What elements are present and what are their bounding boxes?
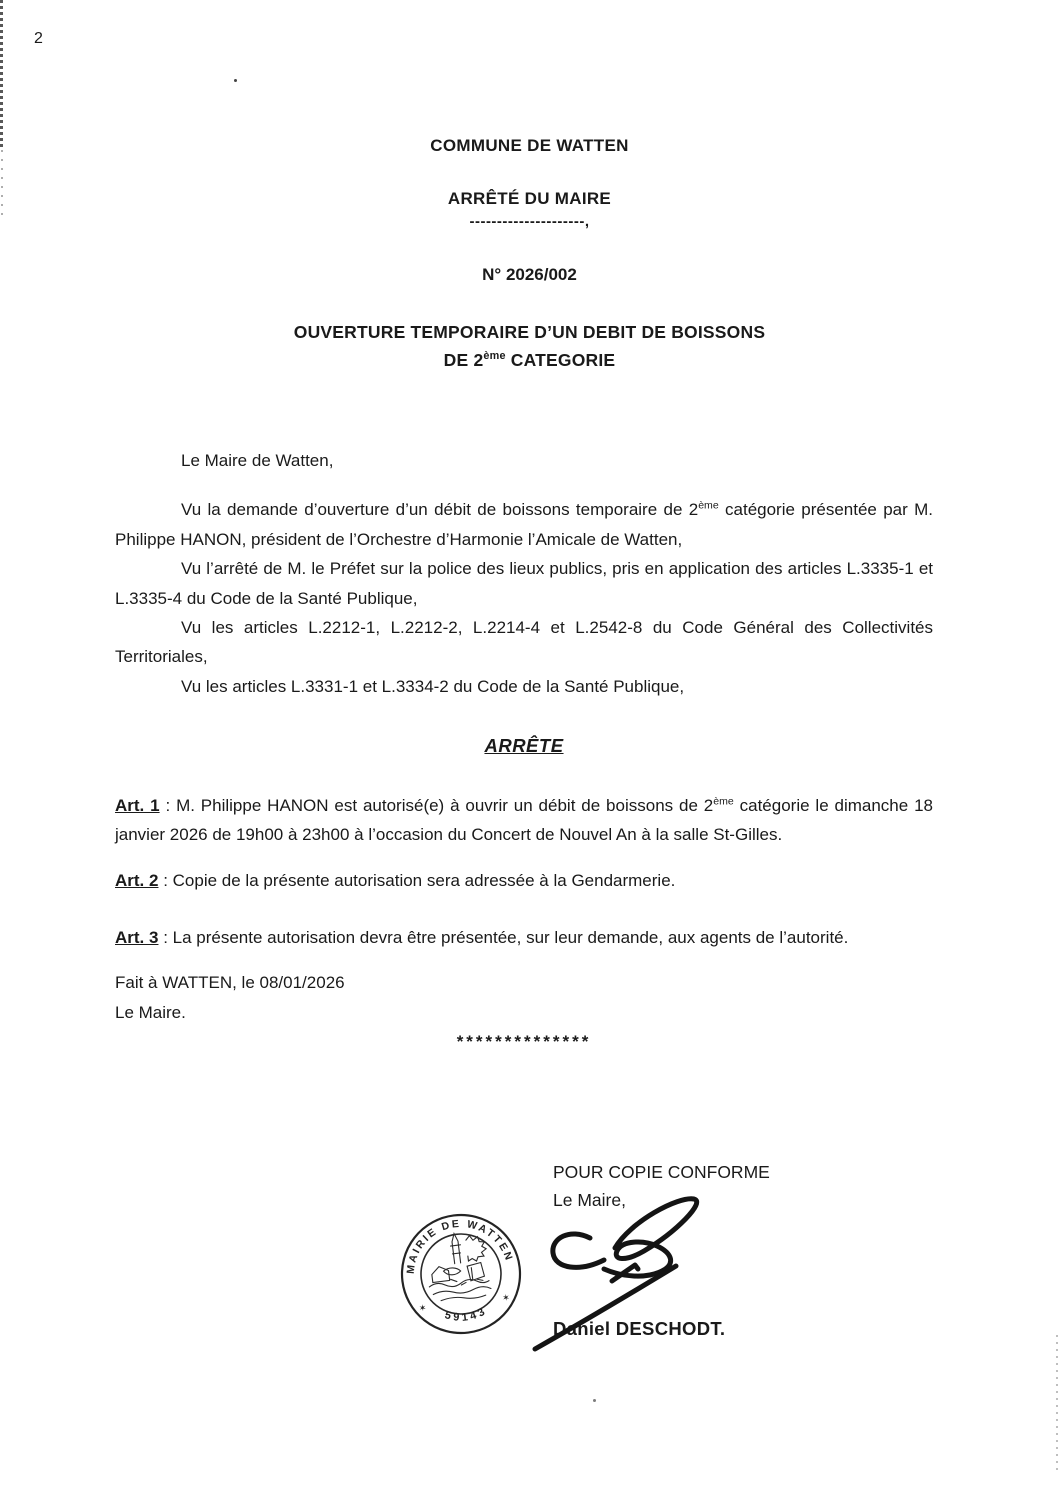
document-type: ARRÊTÉ DU MAIRE [447, 189, 612, 208]
certification-block [553, 1158, 770, 1214]
decision-heading: ARRÊTE [484, 735, 564, 757]
certifier-title: Le Maire, [553, 1190, 626, 1210]
stamp-village-illustration [423, 1230, 492, 1303]
scan-speck [593, 1399, 596, 1402]
recital-vu-3: Vu les articles L.2212-1, L.2212-2, L.2214-4 et L.2542-8 du Code Général des Collectivités Territoriales, [115, 618, 933, 667]
recital-vu-1: Vu la demande d’ouverture d’un débit de boissons temporaire de 2ème catégorie présentée par M. Philippe HANON, président de l’Orchestre d’Harmonie l’Amicale de Watten, [115, 499, 933, 549]
municipal-stamp [391, 1204, 531, 1344]
svg-text:MAIRIE DE WATTEN [399, 1212, 516, 1276]
article-3-label: Art. 3 [115, 927, 159, 947]
stamp-text-top: MAIRIE DE WATTEN [404, 1217, 516, 1275]
stamp-star-right-icon: ✶ [501, 1292, 511, 1304]
place-and-date: Fait à WATTEN, le 08/01/2026 [115, 973, 345, 993]
recital-vu-2: Vu l’arrêté de M. le Préfet sur la police des lieux publics, pris en application des articles L.3335-1 et L.3335-4 du Code de la Santé Publique, [115, 559, 933, 608]
document-title [0, 318, 1059, 374]
superscript-eme: ème [698, 499, 719, 512]
article-1: Art. 1 : M. Philippe HANON est autorisé(e) à ouvrir un débit de boissons de 2ème catégorie le dimanche 18 janvier 2026 de 19h00 à 23h00 à l’occasion du Concert de Nouvel An à la salle St-Gilles. [115, 795, 933, 845]
article-2-label: Art. 2 [115, 871, 159, 891]
document-body [115, 446, 933, 1057]
stars-separator: ************** [456, 1032, 592, 1052]
article-1-label: Art. 1 [115, 795, 160, 815]
page-number: 2 [34, 30, 43, 47]
certification-line: POUR COPIE CONFORME [553, 1162, 770, 1182]
decree-number: N° 2026/002 [482, 265, 577, 284]
signature-title: Le Maire. [115, 1002, 186, 1022]
scan-edge-artifact-bottom-right [1056, 1335, 1058, 1470]
article-3: Art. 3 : La présente autorisation devra être présentée, sur leur demande, aux agents de l’autorité. [115, 927, 849, 947]
document-title-line1: OUVERTURE TEMPORAIRE D’UN DEBIT DE BOISSONS [293, 322, 766, 342]
document-title-line2: DE 2ème CATEGORIE [443, 350, 616, 370]
article-2: Art. 2 : Copie de la présente autorisation sera adressée à la Gendarmerie. [115, 871, 676, 891]
svg-text:59143 [442, 1304, 490, 1326]
stamp-text-bottom: 59143 [443, 1304, 490, 1324]
signatory-name: Daniel DESCHODT. [553, 1318, 726, 1339]
dashed-divider: ---------------------, [469, 213, 590, 230]
superscript-eme: ème [713, 795, 734, 807]
document-header [0, 0, 1059, 374]
superscript-eme: ème [483, 350, 506, 363]
commune-name: COMMUNE DE WATTEN [430, 136, 629, 155]
salutation: Le Maire de Watten, [181, 451, 334, 470]
recital-vu-4: Vu les articles L.3331-1 et L.3334-2 du Code de la Santé Publique, [181, 676, 685, 696]
stamp-star-left-icon: ✶ [418, 1302, 427, 1314]
